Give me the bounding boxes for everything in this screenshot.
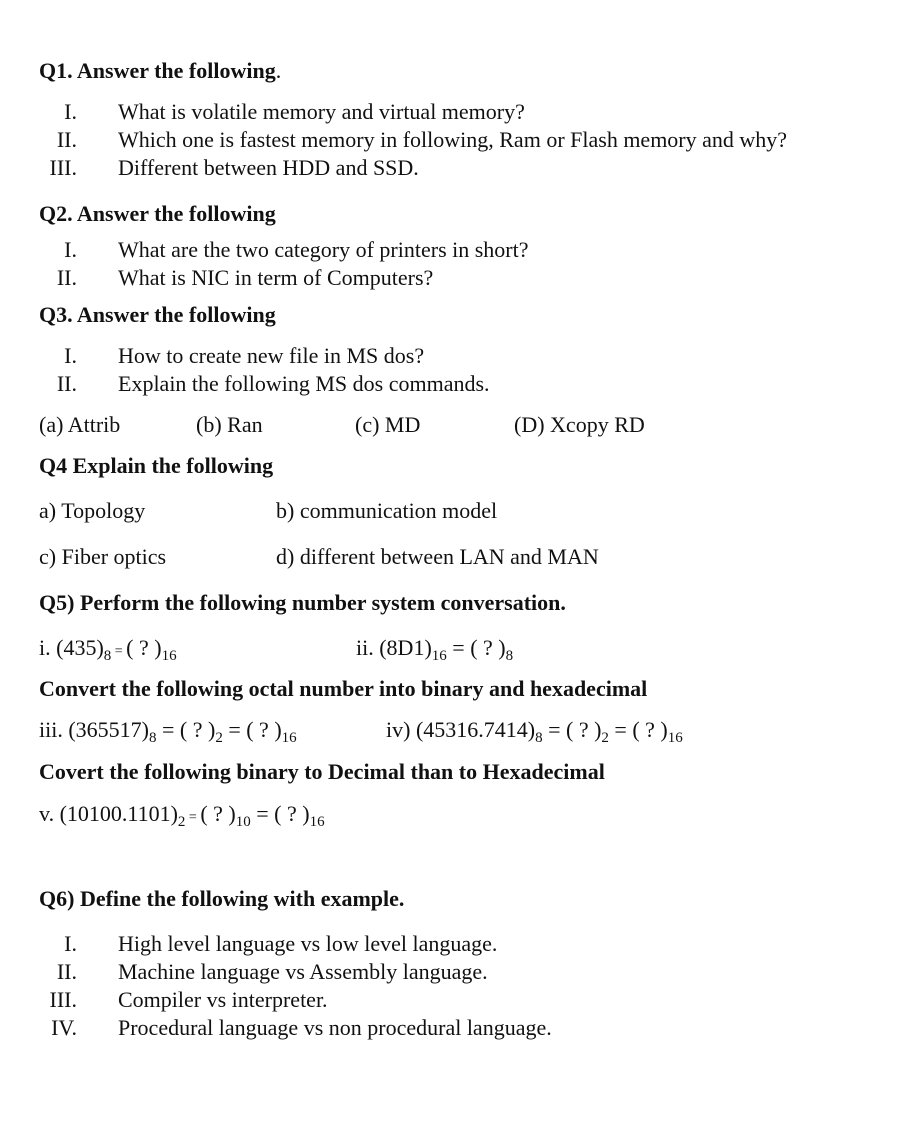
q2-item-1-number: I. (64, 237, 77, 262)
q4-item-d: d) different between LAN and MAN (276, 544, 599, 569)
q6-item-1-number: I. (64, 931, 77, 956)
q5-iii-base-from: 8 (149, 730, 157, 746)
q5-ii-number: ii. (8D1) (356, 635, 432, 660)
q5-conversion-v (39, 801, 325, 830)
q1-heading (39, 60, 281, 82)
q3-command-d: (D) Xcopy RD (514, 412, 645, 437)
q2-item-1-text: What are the two category of printers in short? (118, 237, 529, 262)
q5-ii-base-from: 16 (431, 648, 447, 664)
q2-heading: Q2. Answer the following (39, 201, 276, 226)
q5-iv-base-16: 16 (667, 730, 683, 746)
q5-v-base-from: 2 (177, 814, 186, 830)
q5-v-base-16: 16 (309, 814, 325, 830)
q5-v-unknown-2: = ( ? ) (250, 801, 310, 826)
q5-i-unknown: ( ? ) (126, 635, 162, 660)
q5-v-number: v. (10100.1101) (39, 801, 178, 826)
q1-item-1-text: What is volatile memory and virtual memory? (118, 99, 525, 124)
q1-item-2-number: II. (56, 127, 77, 152)
q3-item-2-text: Explain the following MS dos commands. (118, 371, 490, 396)
q4-item-a: a) Topology (39, 498, 146, 523)
q5-conversion-ii (356, 635, 514, 664)
q5-ii-equals: = (446, 635, 471, 660)
q5-conversion-iv (386, 717, 683, 746)
q6-item-1-text: High level language vs low level language. (118, 931, 498, 956)
q5-i-base-from: 8 (103, 648, 112, 664)
q6-item-2-text: Machine language vs Assembly language. (118, 959, 488, 984)
q4-item-c: c) Fiber optics (39, 544, 167, 569)
q1-item-1-number: I. (64, 99, 77, 124)
q5-iv-unknown-1: = ( ? ) (542, 717, 602, 742)
q1-item-3-number: III. (49, 155, 77, 180)
q3-item-2-number: II. (56, 371, 77, 396)
q5-conversion-iii (39, 717, 297, 746)
q6-item-3-number: III. (49, 987, 77, 1012)
q4-item-b: b) communication model (276, 498, 498, 523)
q1-heading-text: Q1. Answer the following (39, 58, 276, 83)
q5-iii-unknown-1: = ( ? ) (156, 717, 216, 742)
q6-item-4-text: Procedural language vs non procedural language. (118, 1015, 552, 1040)
q5-iv-base-from: 8 (535, 730, 543, 746)
q3-command-b: (b) Ran (196, 412, 263, 437)
q3-command-c: (c) MD (355, 412, 421, 437)
q6-item-2-number: II. (56, 959, 77, 984)
q5-iv-number: iv) (45316.7414) (386, 717, 536, 742)
q5-i-number: i. (435) (39, 635, 104, 660)
q5-v-equals: = (185, 810, 201, 825)
q5-iv-unknown-2: = ( ? ) (608, 717, 668, 742)
q6-item-4-number: IV. (51, 1015, 77, 1040)
q3-heading: Q3. Answer the following (39, 302, 276, 327)
q5-i-base-to: 16 (161, 648, 177, 664)
q5-iii-base-16: 16 (281, 730, 297, 746)
q5-iii-number: iii. (365517) (39, 717, 149, 742)
q5-v-base-10: 10 (235, 814, 251, 830)
q3-command-a: (a) Attrib (39, 412, 121, 437)
q4-heading: Q4 Explain the following (39, 453, 274, 478)
q5-conversion-i (39, 635, 177, 664)
q6-item-3-text: Compiler vs interpreter. (118, 987, 328, 1012)
q2-item-2-number: II. (56, 265, 77, 290)
q1-item-2-text: Which one is fastest memory in following, Ram or Flash memory and why? (118, 127, 788, 152)
q5-ii-base-to: 8 (505, 648, 514, 664)
q1-heading-dot: . (275, 58, 282, 83)
q5-subheading-binary: Covert the following binary to Decimal than to Hexadecimal (39, 759, 605, 784)
q5-subheading-octal: Convert the following octal number into binary and hexadecimal (39, 676, 648, 701)
q5-i-equals: = (111, 644, 127, 659)
q6-heading: Q6) Define the following with example. (39, 886, 405, 911)
q5-v-unknown-1: ( ? ) (200, 801, 236, 826)
q3-item-1-text: How to create new file in MS dos? (118, 343, 425, 368)
q5-iii-base-2: 2 (215, 730, 223, 746)
q5-iii-unknown-2: = ( ? ) (222, 717, 282, 742)
q1-item-3-text: Different between HDD and SSD. (118, 155, 419, 180)
q5-iv-base-2: 2 (601, 730, 609, 746)
q5-heading: Q5) Perform the following number system conversation. (39, 590, 566, 615)
q3-item-1-number: I. (64, 343, 77, 368)
q5-ii-unknown: ( ? ) (470, 635, 506, 660)
q2-item-2-text: What is NIC in term of Computers? (118, 265, 434, 290)
